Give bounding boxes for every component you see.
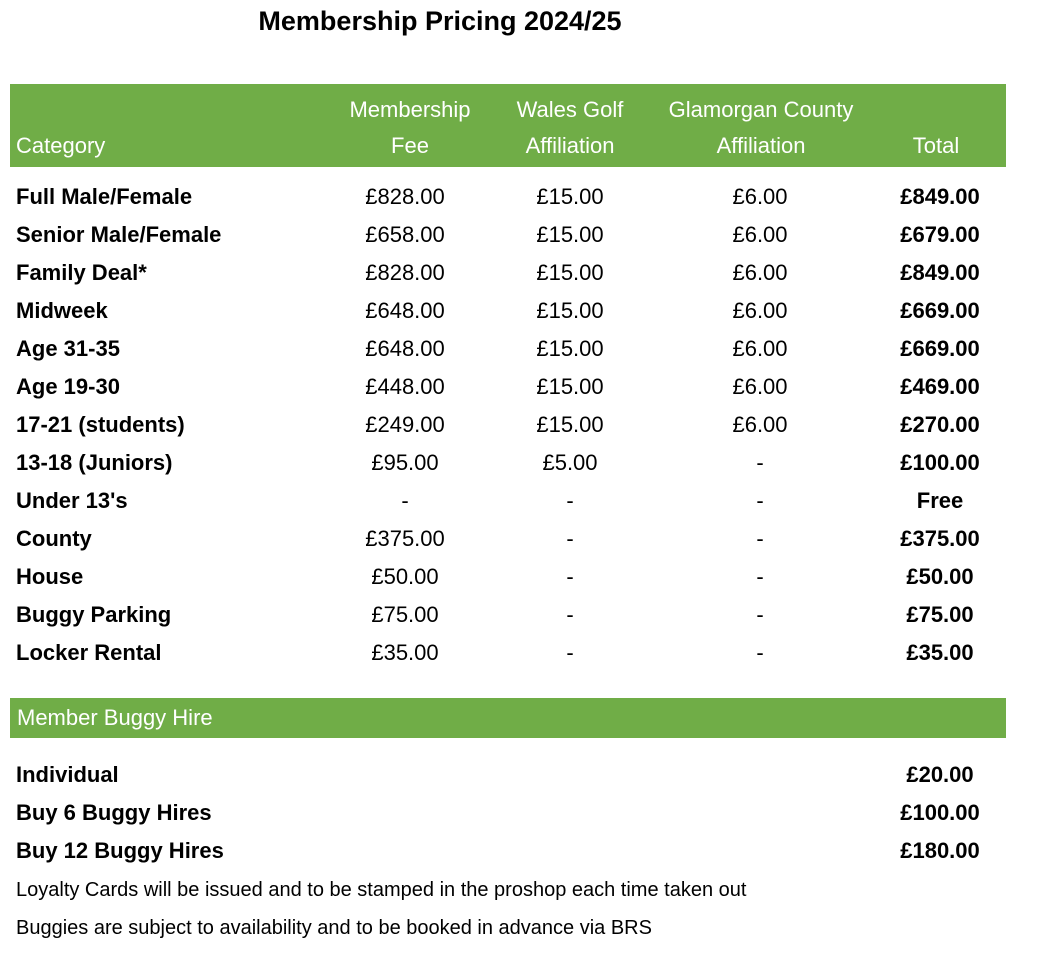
row-total: Free — [916, 488, 964, 513]
availability-note: Buggies are subject to availability and to be booked in advance via BRS — [16, 917, 652, 939]
row-fee: £249.00 — [365, 412, 445, 437]
row-category: 13-18 (Juniors) — [16, 450, 173, 475]
row-fee: £648.00 — [365, 336, 445, 361]
buggy-hire-title: Member Buggy Hire — [17, 705, 213, 730]
table-row — [0, 292, 1040, 330]
row-category: House — [16, 564, 84, 589]
row-glamorgan: - — [756, 488, 764, 513]
row-fee: £75.00 — [371, 602, 439, 627]
row-total: £75.00 — [906, 602, 974, 627]
row-glamorgan: - — [756, 640, 764, 665]
row-category: Midweek — [16, 298, 108, 323]
row-glamorgan: £6.00 — [732, 184, 788, 209]
row-category: County — [16, 526, 92, 551]
row-total: £100.00 — [900, 450, 980, 475]
row-glamorgan: - — [756, 450, 764, 475]
buggy-option-price: £20.00 — [906, 762, 974, 787]
header-wales-golf-line2: Affiliation — [525, 133, 615, 158]
table-row — [0, 254, 1040, 292]
row-wales: £15.00 — [536, 222, 604, 247]
page-title: Membership Pricing 2024/25 — [258, 6, 622, 36]
row-wales: - — [566, 488, 574, 513]
table-row — [0, 596, 1040, 634]
row-fee: £35.00 — [371, 640, 439, 665]
row-wales: £15.00 — [536, 184, 604, 209]
row-glamorgan: £6.00 — [732, 336, 788, 361]
table-row — [0, 216, 1040, 254]
row-wales: £15.00 — [536, 298, 604, 323]
row-fee: £95.00 — [371, 450, 439, 475]
row-total: £270.00 — [900, 412, 980, 437]
header-membership-fee-line1: Membership — [349, 97, 471, 122]
buggy-option-price: £100.00 — [900, 800, 980, 825]
row-fee: £50.00 — [371, 564, 439, 589]
row-fee: - — [401, 488, 409, 513]
row-glamorgan: £6.00 — [732, 260, 788, 285]
list-item — [0, 794, 1040, 832]
table-row — [0, 406, 1040, 444]
row-wales: £5.00 — [542, 450, 598, 475]
row-fee: £648.00 — [365, 298, 445, 323]
row-category: Senior Male/Female — [16, 222, 222, 247]
buggy-option-label: Individual — [16, 762, 119, 787]
row-glamorgan: £6.00 — [732, 374, 788, 399]
table-row — [0, 482, 1040, 520]
row-total: £849.00 — [900, 260, 980, 285]
row-wales: - — [566, 564, 574, 589]
row-glamorgan: - — [756, 564, 764, 589]
row-wales: - — [566, 602, 574, 627]
list-item — [0, 832, 1040, 870]
header-category: Category — [16, 133, 106, 158]
buggy-option-label: Buy 6 Buggy Hires — [16, 800, 212, 825]
table-row — [0, 368, 1040, 406]
row-fee: £448.00 — [365, 374, 445, 399]
row-total: £469.00 — [900, 374, 980, 399]
row-glamorgan: £6.00 — [732, 412, 788, 437]
buggy-option-label: Buy 12 Buggy Hires — [16, 838, 224, 863]
row-total: £50.00 — [906, 564, 974, 589]
header-total: Total — [912, 133, 960, 158]
buggy-option-price: £180.00 — [900, 838, 980, 863]
header-glamorgan-line2: Affiliation — [716, 133, 806, 158]
row-glamorgan: £6.00 — [732, 222, 788, 247]
table-row — [0, 558, 1040, 596]
header-membership-fee-line2: Fee — [391, 133, 429, 158]
header-glamorgan-line1: Glamorgan County — [668, 97, 854, 122]
row-wales: £15.00 — [536, 260, 604, 285]
row-category: Under 13's — [16, 488, 128, 513]
row-category: Buggy Parking — [16, 602, 172, 627]
row-wales: - — [566, 526, 574, 551]
table-row — [0, 520, 1040, 558]
row-total: £35.00 — [906, 640, 974, 665]
row-fee: £658.00 — [365, 222, 445, 247]
row-glamorgan: £6.00 — [732, 298, 788, 323]
row-category: Full Male/Female — [16, 184, 193, 209]
row-fee: £828.00 — [365, 184, 445, 209]
buggy-hire-header — [10, 698, 1006, 738]
row-wales: - — [566, 640, 574, 665]
row-category: Family Deal* — [16, 260, 147, 285]
row-fee: £828.00 — [365, 260, 445, 285]
table-row — [0, 634, 1040, 672]
row-category: 17-21 (students) — [16, 412, 185, 437]
row-glamorgan: - — [756, 602, 764, 627]
table-row — [0, 178, 1040, 216]
header-wales-golf-line1: Wales Golf — [516, 97, 624, 122]
row-category: Age 19-30 — [16, 374, 120, 399]
row-total: £669.00 — [900, 336, 980, 361]
list-item — [0, 756, 1040, 794]
table-row — [0, 444, 1040, 482]
row-total: £849.00 — [900, 184, 980, 209]
row-fee: £375.00 — [365, 526, 445, 551]
row-category: Age 31-35 — [16, 336, 120, 361]
row-total: £669.00 — [900, 298, 980, 323]
table-row — [0, 330, 1040, 368]
row-total: £679.00 — [900, 222, 980, 247]
row-glamorgan: - — [756, 526, 764, 551]
row-category: Locker Rental — [16, 640, 162, 665]
row-total: £375.00 — [900, 526, 980, 551]
row-wales: £15.00 — [536, 336, 604, 361]
table-header — [10, 84, 1006, 167]
row-wales: £15.00 — [536, 412, 604, 437]
loyalty-note: Loyalty Cards will be issued and to be stamped in the proshop each time taken out — [16, 879, 747, 901]
row-wales: £15.00 — [536, 374, 604, 399]
